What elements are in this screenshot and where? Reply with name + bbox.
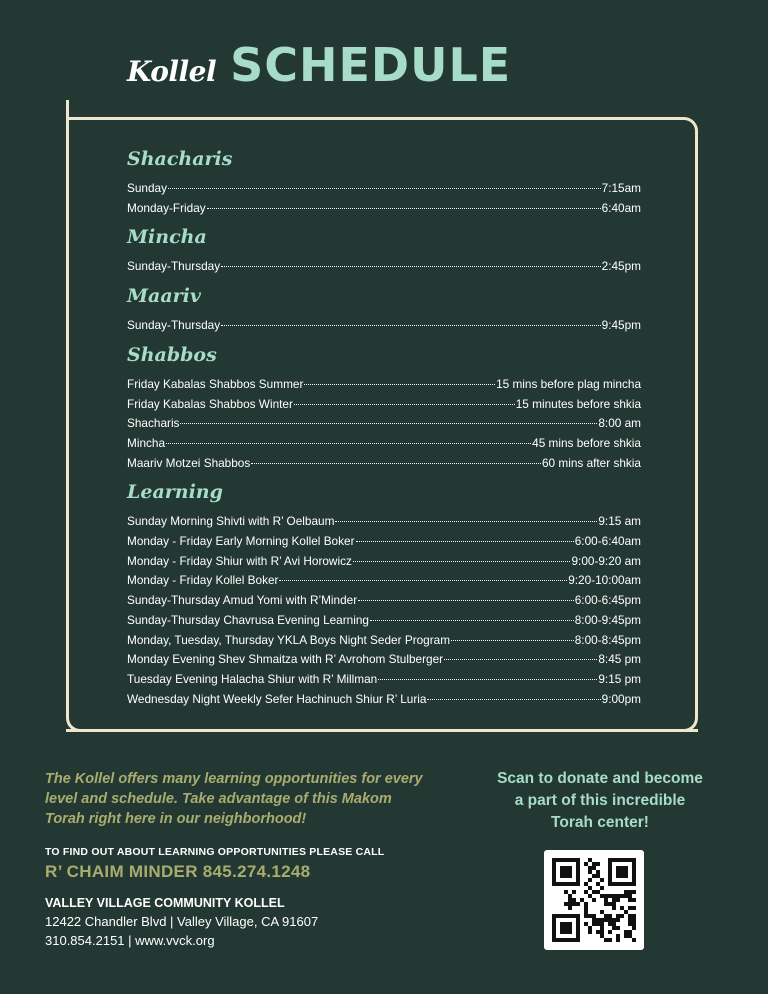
schedule-row	[127, 532, 641, 552]
title-schedule: SCHEDULE	[230, 38, 512, 92]
dot-leader	[221, 325, 601, 326]
schedule-row-label: Monday - Friday Kollel Boker	[127, 573, 279, 588]
dot-leader	[335, 521, 597, 522]
schedule-row-label: Wednesday Night Weekly Sefer Hachinuch Shiur R’ Luria	[127, 691, 427, 706]
schedule-row-label: Sunday-Thursday	[127, 259, 221, 274]
scan-line: a part of this incredible	[514, 792, 686, 809]
promo-line: Torah right here in our neighborhood!	[45, 811, 307, 827]
schedule-row-time: 9:20-10:00am	[568, 573, 641, 588]
section-heading: Shabbos	[127, 343, 217, 366]
page-title	[127, 38, 511, 98]
schedule-row-time: 8:00-9:45pm	[574, 612, 641, 627]
section-shacharis	[127, 146, 641, 218]
section-shabbos	[127, 342, 641, 474]
schedule-row-time: 6:00-6:40am	[574, 534, 641, 549]
dot-leader	[221, 266, 601, 267]
schedule-row-time: 60 mins after shkia	[541, 455, 641, 470]
section-heading: Learning	[127, 481, 223, 504]
schedule-row-label: Monday - Friday Shiur with R’ Avi Horowicz	[127, 553, 352, 568]
dot-leader	[444, 659, 597, 660]
schedule-row-time: 9:00-9:20 am	[571, 553, 641, 568]
dot-leader	[207, 208, 601, 209]
schedule-row-time: 2:45pm	[601, 259, 641, 274]
schedule-row-time: 7:15am	[601, 181, 641, 195]
schedule-row-time: 9:15 pm	[598, 671, 641, 686]
dot-leader	[427, 699, 600, 700]
schedule-row-label: Friday Kabalas Shabbos Winter	[127, 396, 293, 411]
dot-leader	[451, 640, 574, 641]
schedule-row-time: 45 mins before shkia	[532, 435, 641, 450]
promo-line: level and schedule. Take advantage of this Makom	[45, 791, 392, 807]
schedule-row	[127, 552, 641, 572]
schedule-row	[127, 199, 641, 219]
dot-leader	[279, 580, 567, 581]
schedule-row-label: Sunday-Thursday Chavrusa Evening Learning	[127, 612, 369, 627]
schedule-row	[127, 316, 641, 336]
title-kollel: Kollel	[127, 55, 217, 88]
schedule-row	[127, 571, 641, 591]
schedule-row	[127, 650, 641, 670]
schedule-row	[127, 690, 641, 710]
schedule-row-time: 8:00-8:45pm	[574, 632, 641, 647]
dot-leader	[180, 423, 597, 424]
schedule-row-label: Sunday-Thursday	[127, 318, 221, 333]
section-heading: Mincha	[127, 226, 207, 249]
schedule-row	[127, 512, 641, 532]
schedule-row-label: Sunday	[127, 181, 168, 195]
dot-leader	[370, 620, 574, 621]
contact-phone[interactable]: R’ CHAIM MINDER 845.274.1248	[45, 862, 311, 881]
schedule-row-time: 15 mins before plag mincha	[496, 376, 641, 391]
scan-to-donate-text	[478, 768, 722, 834]
dot-leader	[358, 600, 574, 601]
schedule-row-time: 8:45 pm	[598, 652, 641, 667]
schedule-row	[127, 414, 641, 434]
schedule-row	[127, 670, 641, 690]
schedule-row-label: Mincha	[127, 435, 166, 450]
schedule-row	[127, 631, 641, 651]
section-mincha	[127, 224, 641, 277]
org-name: VALLEY VILLAGE COMMUNITY KOLLEL	[45, 896, 285, 910]
schedule-row-label: Monday - Friday Early Morning Kollel Boker	[127, 534, 355, 549]
schedule-row-label: Sunday Morning Shivti with R’ Oelbaum	[127, 514, 335, 529]
schedule-row-label: Monday Evening Shev Shmaitza with R’ Avrohom Stulberger	[127, 652, 444, 667]
org-phone-website[interactable]: 310.854.2151 | www.vvck.org	[45, 933, 215, 948]
scan-line: Torah center!	[551, 814, 649, 831]
schedule-row-label: Monday, Tuesday, Thursday YKLA Boys Night Seder Program	[127, 632, 451, 647]
scan-line: Scan to donate and become	[497, 770, 703, 787]
dot-leader	[251, 463, 541, 464]
promo-text	[45, 769, 465, 829]
promo-line: The Kollel offers many learning opportunities for every	[45, 771, 423, 787]
dot-leader	[294, 404, 515, 405]
schedule-row-time: 6:40am	[601, 200, 641, 215]
dot-leader	[356, 541, 574, 542]
schedule-row-time: 9:15 am	[598, 514, 641, 529]
dot-leader	[304, 384, 495, 385]
schedule-row-time: 15 minutes before shkia	[515, 396, 641, 411]
schedule-row-label: Shacharis	[127, 416, 180, 431]
schedule-row	[127, 257, 641, 277]
schedule-row-label: Monday-Friday	[127, 200, 206, 215]
schedule-row-time: 9:45pm	[601, 318, 641, 333]
schedule-row	[127, 179, 641, 199]
org-address: 12422 Chandler Blvd | Valley Village, CA 91607	[45, 914, 319, 929]
section-heading: Maariv	[127, 285, 201, 308]
schedule-row	[127, 434, 641, 454]
schedule-row-label: Friday Kabalas Shabbos Summer	[127, 376, 304, 391]
schedule-row-time: 9:00pm	[601, 691, 641, 706]
section-learning	[127, 479, 641, 709]
schedule-row	[127, 591, 641, 611]
schedule-row-label: Tuesday Evening Halacha Shiur with R’ Millman	[127, 671, 378, 686]
section-heading: Shacharis	[127, 148, 233, 170]
section-maariv	[127, 283, 641, 336]
schedule-row-time: 8:00 am	[598, 416, 641, 431]
schedule-row-time: 6:00-6:45pm	[574, 593, 641, 608]
schedule-row-label: Sunday-Thursday Amud Yomi with R’Minder	[127, 593, 358, 608]
schedule-list	[127, 146, 641, 715]
schedule-row	[127, 454, 641, 474]
qr-code-icon[interactable]	[544, 850, 644, 950]
call-label: TO FIND OUT ABOUT LEARNING OPPORTUNITIES PLEASE CALL	[45, 846, 385, 858]
schedule-row	[127, 395, 641, 415]
schedule-row	[127, 375, 641, 395]
dot-leader	[168, 188, 601, 189]
dot-leader	[166, 443, 531, 444]
dot-leader	[353, 561, 571, 562]
dot-leader	[378, 679, 597, 680]
schedule-row-label: Maariv Motzei Shabbos	[127, 455, 251, 470]
schedule-row	[127, 611, 641, 631]
